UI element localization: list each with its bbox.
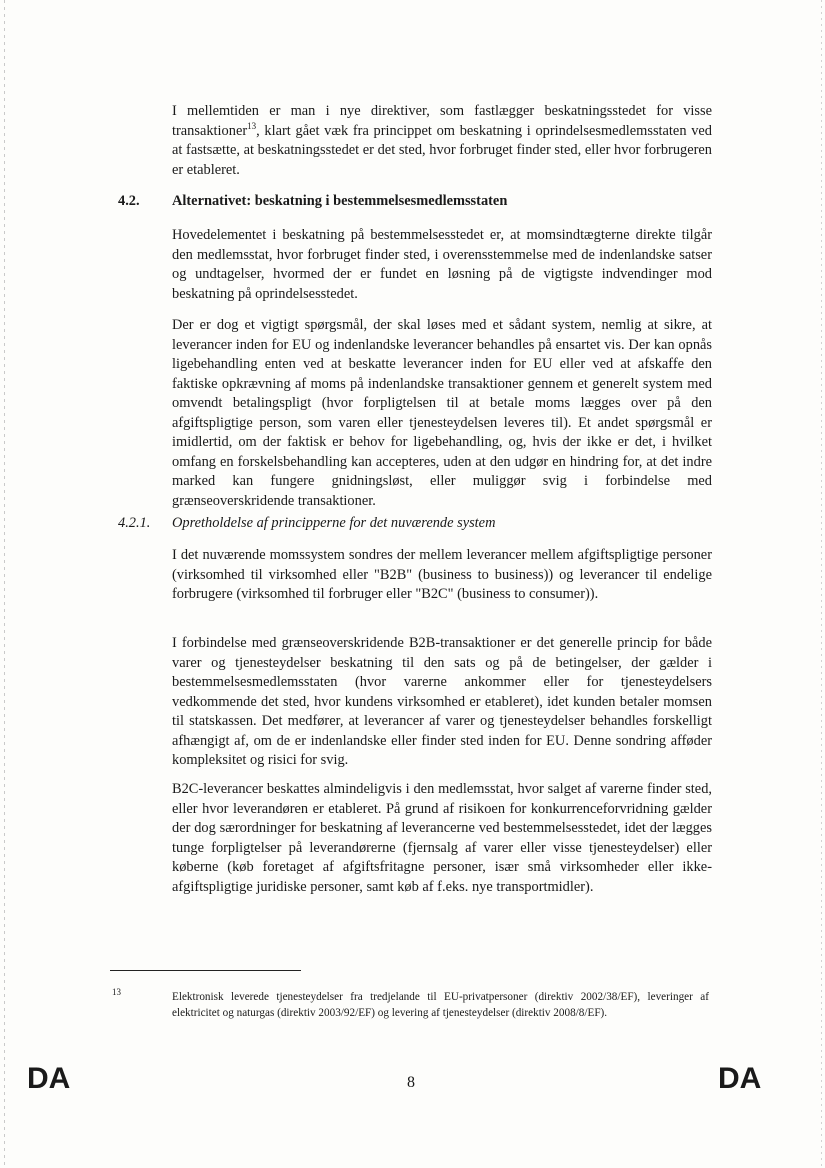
scan-edge-left	[4, 0, 5, 1168]
footnote-separator	[110, 970, 301, 971]
paragraph-4-2-1-b2b-transactions: I forbindelse med grænseoverskridende B2B-transaktioner er det generelle princip for både varer og tjenesteydelser beskatning til den sats og på de betingelser, der gælder i bestemmelsesmedlemsstaten (hvor varerne ankommer eller for tjenesteydelsers vedkommende det sted, hvor kundens virksomhed er etableret), idet kunden betaler momsen til statskassen. Det medfører, at leverancer af varer og tjenesteydelser behandles forskelligt afhængigt af, om de er indenlandske eller finder sted inden for EU. Denne sondring afføder kompleksitet og risici for svig.	[172, 635, 712, 768]
intro-text-after-ref: , klart gået væk fra princippet om beskatning i oprindelsesmedlemsstaten ved at fastsætte, at beskatningsstedet er det sted, hvor forbruget finder sted, eller hvor forbrugeren er etableret.	[172, 122, 712, 178]
paragraph-4-2-1-b2b-b2c: I det nuværende momssystem sondres der mellem leverancer mellem afgiftspligtige personer (virksomhed til virksomhed eller "B2B" (business to business)) og leverancer til endelige forbrugere (virksomhed til forbruger eller "B2C" (business to consumer)).	[172, 547, 712, 602]
section-number-4-2: 4.2.	[118, 193, 140, 209]
footnote-text: Elektronisk leverede tjenesteydelser fra tredjelande til EU-privatpersoner (direktiv 2002/38/EF), leveringer af elektricitet og naturgas (direktiv 2003/92/EF) og levering af tjenesteydelser (direktiv 2008/8/EF).	[172, 991, 709, 1019]
section-heading-4-2: Alternativet: beskatning i bestemmelsesmedlemsstaten	[172, 193, 508, 209]
section-heading-4-2-1: Opretholdelse af principperne for det nuværende system	[172, 515, 496, 531]
section-number-4-2-1: 4.2.1.	[118, 515, 151, 531]
intro-text-before-ref: I mellemtiden er man i nye direktiver, som fastlægger beskatningsstedet for visse transaktioner	[172, 103, 712, 139]
scan-edge-right	[821, 0, 822, 1168]
paragraph-4-2-main-element: Hovedelementet i beskatning på bestemmelsesstedet er, at momsindtægterne direkte tilgår den medlemsstat, hvor forbruget finder sted, i overensstemmelse med de indenlandske satser og undtagelser, hvormed der er fundet en løsning på de vigtigste indvendinger mod beskatning på oprindelsesstedet.	[172, 227, 712, 302]
footnote-marker: 13	[112, 987, 121, 997]
language-code-right: DA	[718, 1062, 762, 1095]
paragraph-4-2-equal-treatment: Der er dog et vigtigt spørgsmål, der skal løses med et sådant system, nemlig at sikre, at leverancer inden for EU og indenlandske leverancer behandles på ensartet vis. Der kan opnås ligebehandling enten ved at beskatte leverancer inden for EU eller ved at afskaffe den faktiske opkrævning af moms på indenlandske transaktioner gennem et generelt system med omvendt betalingspligt (hvor forpligtelsen til at betale moms lægges over på den afgiftspligtige person, som varen eller tjenesteydelsen leveres til). Et andet spørgsmål er imidlertid, om der faktisk er behov for ligebehandling, og, hvis der ikke er det, i hvilket omfang en forskelsbehandling kan accepteres, uden at den udgør en hindring for, at det indre marked kan fungere gnidningsløst, eller muliggør svig i forbindelse med grænseoverskridende transaktioner.	[172, 317, 712, 509]
language-code-left: DA	[27, 1062, 71, 1095]
paragraph-4-2-1-b2c-supplies: B2C-leverancer beskattes almindeligvis i den medlemsstat, hvor salget af varerne finder sted, eller hvor leverandøren er etableret. På grund af risikoen for konkurrenceforvridning gælder der dog særordninger for beskatning af leverancerne ved bestemmelsesstedet, idet der lægges tunge forpligtelser på leverandørerne (fjernsalg af varer eller visse tjenesteydelser) eller køberne (køb foretaget af afgiftsfritagne personer, især små virksomheder eller ikke-afgiftspligtige juridiske personer, samt køb af f.eks. nye transportmidler).	[172, 781, 712, 895]
footnote-reference[interactable]: 13	[247, 120, 257, 131]
page-number: 8	[407, 1074, 415, 1091]
intro-paragraph	[172, 102, 712, 180]
